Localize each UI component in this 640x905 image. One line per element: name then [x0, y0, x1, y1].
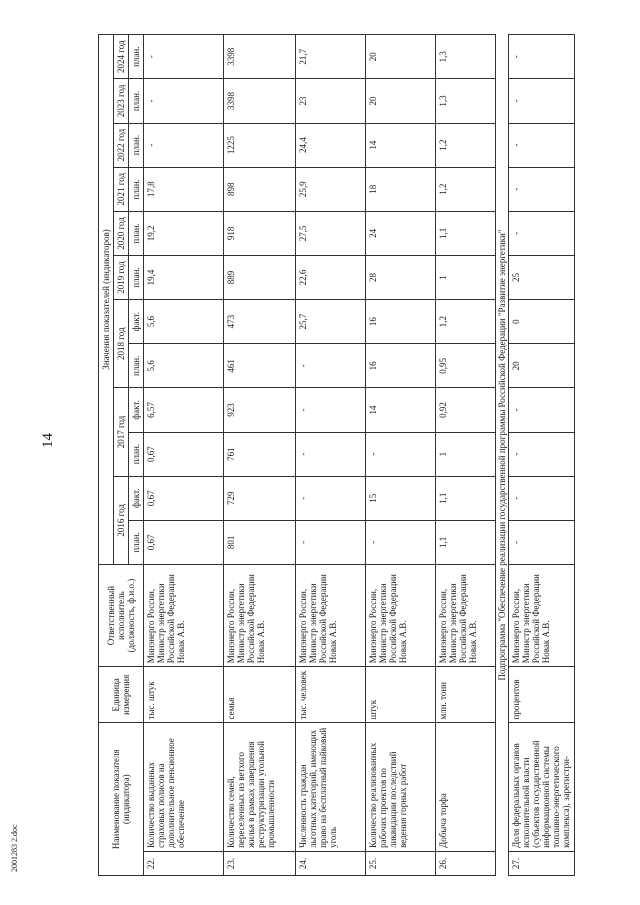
- year-2019: 2019 год: [114, 255, 129, 299]
- value-cell: 801: [224, 520, 296, 564]
- value-cell: 1,1: [436, 211, 496, 255]
- value-cell: 1: [436, 432, 496, 476]
- value-cell: 1,3: [436, 79, 496, 123]
- value-cell: -: [509, 211, 575, 255]
- value-cell: -: [509, 520, 575, 564]
- value-cell: 27,5: [296, 211, 366, 255]
- row-number: 27.: [509, 851, 575, 875]
- value-cell: 1,2: [436, 300, 496, 344]
- plan-label: план.: [129, 35, 144, 79]
- value-cell: 21,7: [296, 35, 366, 79]
- value-cell: 889: [224, 255, 296, 299]
- value-cell: 24: [366, 211, 436, 255]
- value-cell: -: [509, 432, 575, 476]
- value-cell: 15: [366, 476, 436, 520]
- indicator-table-rotated: [98, 34, 571, 876]
- unit-cell: процентов: [509, 667, 575, 723]
- value-cell: 0,67: [144, 432, 224, 476]
- value-cell: -: [144, 123, 224, 167]
- value-cell: -: [296, 520, 366, 564]
- year-2021: 2021 год: [114, 167, 129, 211]
- value-cell: 25,7: [296, 300, 366, 344]
- value-cell: 761: [224, 432, 296, 476]
- value-cell: 473: [224, 300, 296, 344]
- value-cell: 18: [366, 167, 436, 211]
- table-row: [144, 35, 224, 876]
- row-number: 24.: [296, 851, 366, 875]
- value-cell: 1,1: [436, 520, 496, 564]
- unit-cell: млн. тонн: [436, 667, 496, 723]
- value-cell: 20: [509, 344, 575, 388]
- value-cell: 20: [366, 35, 436, 79]
- value-cell: 1,2: [436, 167, 496, 211]
- value-cell: -: [296, 344, 366, 388]
- value-cell: -: [509, 167, 575, 211]
- responsible-cell: Минэнерго России, Министр энергетики Российской Федерации Новак А.В.: [296, 564, 366, 666]
- value-cell: -: [509, 388, 575, 432]
- indicator-name: Добыча торфа: [436, 723, 496, 851]
- responsible-cell: Минэнерго России, Министр энергетики Российской Федерации Новак А.В.: [224, 564, 296, 666]
- value-cell: -: [509, 476, 575, 520]
- fact-label: факт.: [129, 300, 144, 344]
- unit-cell: семья: [224, 667, 296, 723]
- page-number: 14: [40, 433, 56, 448]
- plan-label: план.: [129, 79, 144, 123]
- responsible-cell: Минэнерго России, Министр энергетики Российской Федерации Новак А.В.: [366, 564, 436, 666]
- value-cell: 5,6: [144, 344, 224, 388]
- value-cell: -: [296, 388, 366, 432]
- value-cell: 5,6: [144, 300, 224, 344]
- value-cell: -: [296, 476, 366, 520]
- value-cell: 461: [224, 344, 296, 388]
- indicator-table: [98, 34, 575, 876]
- header-unit: Единица измерения: [99, 667, 144, 723]
- value-cell: 1225: [224, 123, 296, 167]
- value-cell: -: [509, 35, 575, 79]
- value-cell: 23: [296, 79, 366, 123]
- value-cell: 6,57: [144, 388, 224, 432]
- table-row: [509, 35, 575, 876]
- value-cell: 14: [366, 388, 436, 432]
- value-cell: 25: [509, 255, 575, 299]
- table-row: [224, 35, 296, 876]
- table-row: [436, 35, 496, 876]
- plan-label: план.: [129, 255, 144, 299]
- value-cell: 729: [224, 476, 296, 520]
- value-cell: 898: [224, 167, 296, 211]
- value-cell: -: [509, 123, 575, 167]
- value-cell: 19,4: [144, 255, 224, 299]
- value-cell: 20: [366, 79, 436, 123]
- indicator-name: Количество реализованных рабочих проектов по ликвидации последствий ведения горных работ: [366, 723, 436, 851]
- value-cell: 923: [224, 388, 296, 432]
- value-cell: -: [144, 79, 224, 123]
- plan-label: план.: [129, 344, 144, 388]
- value-cell: 25,9: [296, 167, 366, 211]
- value-cell: 1,3: [436, 35, 496, 79]
- subprogram-title: Подпрограмма "Обеспечение реализации государственной программы Российской Федерации "Развитие энергетики": [496, 35, 509, 876]
- indicator-name: Количество семей, переселенных из ветхого жилья в рамках завершения реструктуризации угольной промышленности: [224, 723, 296, 851]
- year-2020: 2020 год: [114, 211, 129, 255]
- value-cell: 19,2: [144, 211, 224, 255]
- table-row: [366, 35, 436, 876]
- fact-label: факт.: [129, 388, 144, 432]
- row-number: 22.: [144, 851, 224, 875]
- unit-cell: штук: [366, 667, 436, 723]
- plan-label: план.: [129, 167, 144, 211]
- responsible-cell: Минэнерго России, Министр энергетики Российской Федерации Новак А.В.: [509, 564, 575, 666]
- table-row: [296, 35, 366, 876]
- value-cell: -: [144, 35, 224, 79]
- indicator-name: Доля федеральных органов исполнительной власти (субъектов государственной информационной системы топливно-энергетического комплекса), зарегистри-: [509, 723, 575, 851]
- fact-label: факт.: [129, 476, 144, 520]
- unit-cell: тыс. штук: [144, 667, 224, 723]
- value-cell: -: [366, 520, 436, 564]
- year-2018: 2018 год: [114, 300, 129, 388]
- value-cell: 1,2: [436, 123, 496, 167]
- plan-label: план.: [129, 211, 144, 255]
- year-2017: 2017 год: [114, 388, 129, 476]
- value-cell: 1,1: [436, 476, 496, 520]
- year-2016: 2016 год: [114, 476, 129, 564]
- value-cell: 1: [436, 255, 496, 299]
- document-file-id: 2001283 2.doc: [10, 824, 19, 872]
- value-cell: -: [509, 79, 575, 123]
- value-cell: 0: [509, 300, 575, 344]
- value-cell: 16: [366, 300, 436, 344]
- value-cell: -: [296, 432, 366, 476]
- indicator-name: Численность граждан льготных категорий, имеющих право на бесплатный пайковый уголь: [296, 723, 366, 851]
- value-cell: -: [366, 432, 436, 476]
- row-number: 26.: [436, 851, 496, 875]
- value-cell: 14: [366, 123, 436, 167]
- value-cell: 0,67: [144, 520, 224, 564]
- value-cell: 0,95: [436, 344, 496, 388]
- indicator-name: Количество выданных страховых полисов на дополнительное пенсионное обеспечение: [144, 723, 224, 851]
- header-responsible: Ответственный исполнитель (должность, ф.и.о.): [99, 564, 144, 666]
- value-cell: 22,6: [296, 255, 366, 299]
- header-row-1: [99, 35, 114, 876]
- year-2023: 2023 год: [114, 79, 129, 123]
- value-cell: 3398: [224, 35, 296, 79]
- row-number: 23.: [224, 851, 296, 875]
- value-cell: 16: [366, 344, 436, 388]
- plan-label: план.: [129, 520, 144, 564]
- responsible-cell: Минэнерго России, Министр энергетики Российской Федерации Новак А.В.: [436, 564, 496, 666]
- value-cell: 0,92: [436, 388, 496, 432]
- responsible-cell: Минэнерго России, Министр энергетики Российской Федерации Новак А.В.: [144, 564, 224, 666]
- plan-label: план.: [129, 432, 144, 476]
- unit-cell: тыс. человек: [296, 667, 366, 723]
- row-number: 25.: [366, 851, 436, 875]
- value-cell: 28: [366, 255, 436, 299]
- value-cell: 3398: [224, 79, 296, 123]
- value-cell: 24,4: [296, 123, 366, 167]
- value-cell: 918: [224, 211, 296, 255]
- header-values: Значения показателей (индикаторов): [99, 35, 114, 565]
- value-cell: 17,8: [144, 167, 224, 211]
- year-2022: 2022 год: [114, 123, 129, 167]
- year-2024: 2024 год: [114, 35, 129, 79]
- subprogram-row: [496, 35, 509, 876]
- header-name: Наименование показателя (индикатора): [99, 723, 144, 876]
- plan-label: план.: [129, 123, 144, 167]
- value-cell: 0,67: [144, 476, 224, 520]
